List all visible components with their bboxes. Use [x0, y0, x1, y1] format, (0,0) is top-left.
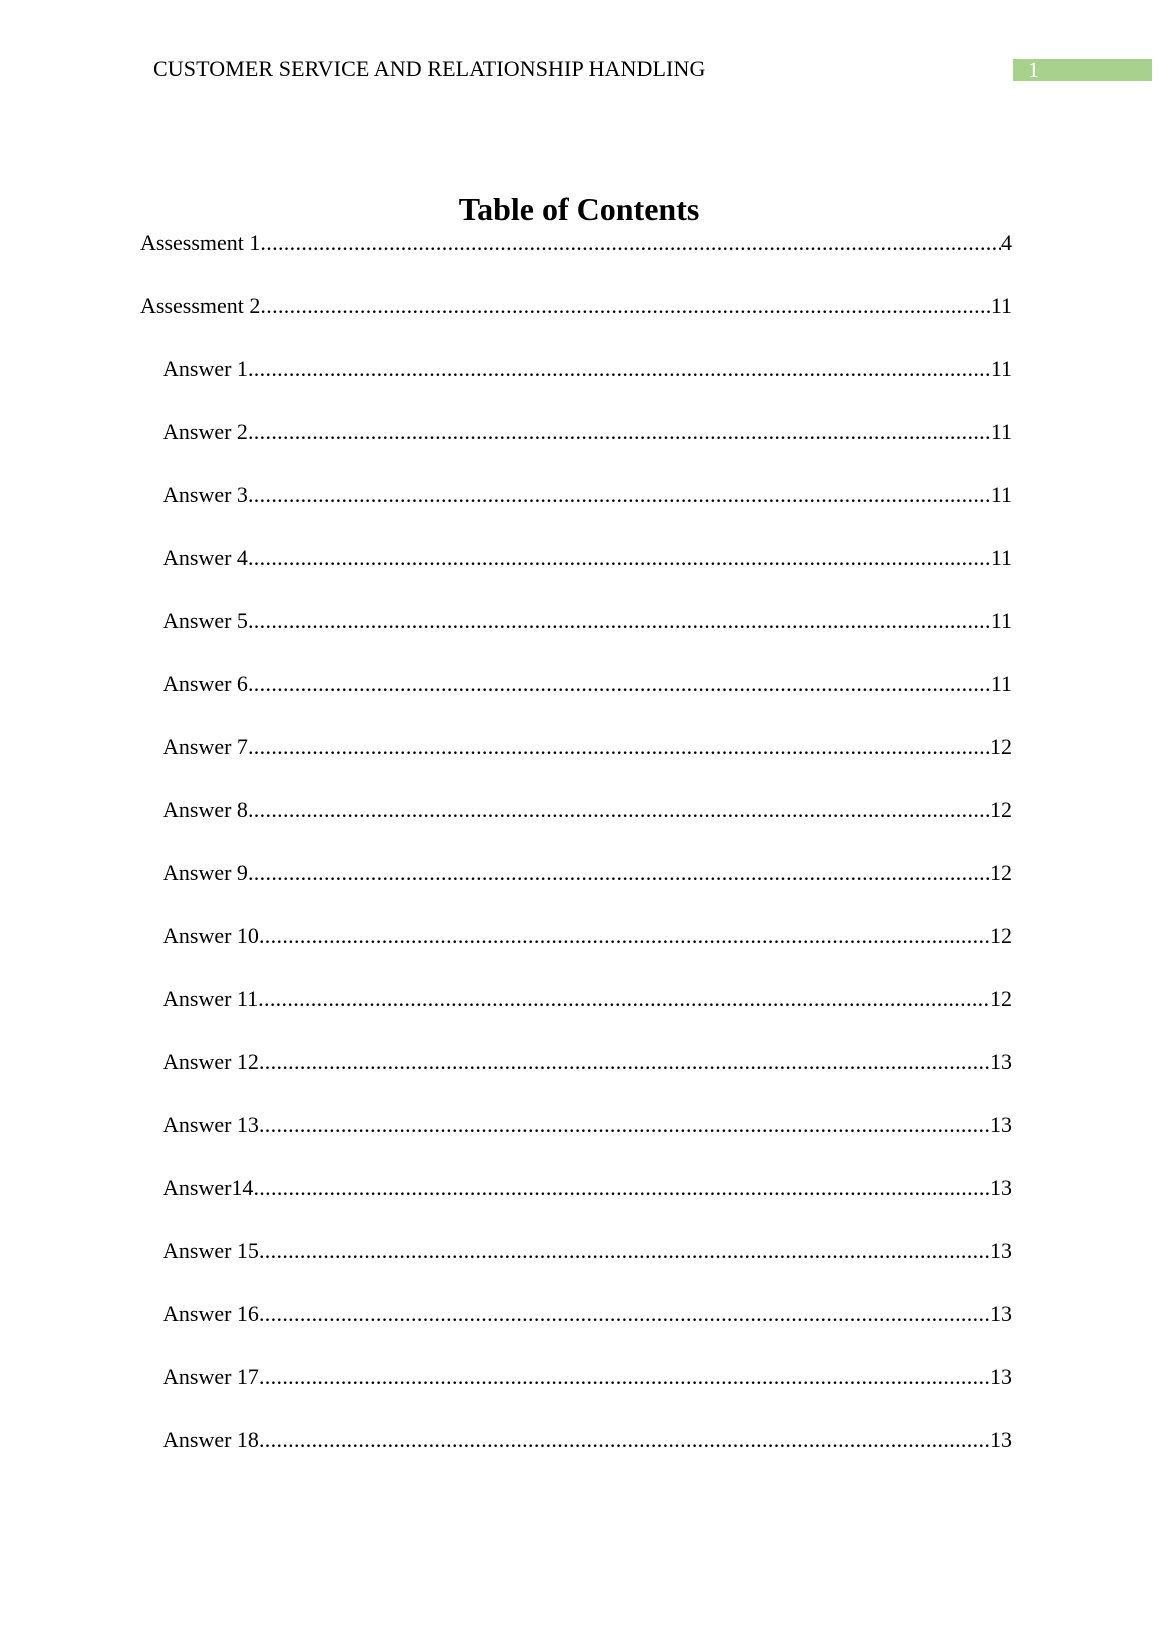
toc-dot-leader: [248, 797, 990, 823]
toc-dot-leader: [260, 230, 1001, 256]
toc-entry-page: 12: [990, 797, 1012, 822]
toc-entry-answer-15[interactable]: [163, 1238, 1012, 1264]
toc-entry-label: Answer 5: [163, 608, 248, 633]
toc-entry-answer-10[interactable]: [163, 923, 1012, 949]
toc-entry-page: 11: [990, 356, 1012, 381]
toc-entry-page: 12: [990, 860, 1012, 885]
toc-entry-assessment-1[interactable]: [140, 230, 1012, 256]
toc-entry-label: Answer 8: [163, 797, 248, 822]
toc-dot-leader: [248, 545, 991, 571]
toc-entry-page: 4: [1001, 230, 1012, 255]
toc-entry-label: Answer14: [163, 1175, 254, 1200]
toc-entry-answer-18[interactable]: [163, 1427, 1012, 1453]
toc-entry-page: 11: [990, 671, 1012, 696]
toc-entry-label: Assessment 1: [140, 230, 261, 255]
toc-entry-label: Answer 1: [163, 356, 248, 381]
toc-entry-answer-13[interactable]: [163, 1112, 1012, 1138]
toc-entry-page: 13: [990, 1427, 1012, 1452]
toc-dot-leader: [259, 923, 990, 949]
toc-entry-label: Answer 2: [163, 419, 248, 444]
toc-entry-page: 11: [990, 545, 1012, 570]
toc-dot-leader: [253, 1175, 990, 1201]
toc-dot-leader: [259, 1364, 990, 1390]
toc-entry-answer-16[interactable]: [163, 1301, 1012, 1327]
toc-dot-leader: [259, 1301, 990, 1327]
toc-entry-page: 11: [990, 293, 1012, 318]
toc-entry-page: 13: [990, 1175, 1012, 1200]
toc-dot-leader: [259, 1112, 990, 1138]
toc-entry-label: Answer 16: [163, 1301, 259, 1326]
toc-entry-page: 11: [990, 482, 1012, 507]
toc-entry-answer-7[interactable]: [163, 734, 1012, 760]
toc-entry-label: Answer 6: [163, 671, 248, 696]
toc-entry-label: Assessment 2: [140, 293, 261, 318]
toc-dot-leader: [248, 734, 990, 760]
toc-entry-page: 13: [990, 1049, 1012, 1074]
toc-dot-leader: [248, 419, 991, 445]
toc-entry-assessment-2[interactable]: [140, 293, 1012, 319]
toc-entry-label: Answer 3: [163, 482, 248, 507]
toc-dot-leader: [248, 860, 990, 886]
toc-title: Table of Contents: [458, 191, 700, 227]
toc-dot-leader: [260, 293, 990, 319]
toc-entry-label: Answer 4: [163, 545, 248, 570]
toc-dot-leader: [248, 671, 991, 697]
toc-entry-label: Answer 7: [163, 734, 248, 759]
toc-entry-answer-5[interactable]: [163, 608, 1012, 634]
toc-entry-answer-17[interactable]: [163, 1364, 1012, 1390]
toc-entry-label: Answer 10: [163, 923, 259, 948]
toc-entry-page: 12: [990, 923, 1012, 948]
toc-dot-leader: [258, 986, 990, 1012]
toc-entry-page: 12: [990, 734, 1012, 759]
toc-entry-answer-2[interactable]: [163, 419, 1012, 445]
toc-entry-answer-4[interactable]: [163, 545, 1012, 571]
toc-dot-leader: [259, 1427, 990, 1453]
toc-entry-label: Answer 15: [163, 1238, 259, 1263]
toc-entry-answer-6[interactable]: [163, 671, 1012, 697]
toc-entry-label: Answer 18: [163, 1427, 259, 1452]
toc-entry-page: 13: [990, 1301, 1012, 1326]
toc-entry-answer-11[interactable]: [163, 986, 1012, 1012]
toc-entry-page: 13: [990, 1364, 1012, 1389]
toc-entry-page: 13: [990, 1112, 1012, 1137]
toc-entry-page: 11: [990, 608, 1012, 633]
toc-entry-answer-14[interactable]: [163, 1175, 1012, 1201]
toc-entry-page: 11: [990, 419, 1012, 444]
page-number: 1: [1028, 57, 1039, 82]
toc-dot-leader: [259, 1238, 990, 1264]
toc-entry-label: Answer 9: [163, 860, 248, 885]
toc-entry-label: Answer 13: [163, 1112, 259, 1137]
toc-dot-leader: [248, 356, 991, 382]
toc-entry-label: Answer 11: [163, 986, 259, 1011]
toc-entry-label: Answer 17: [163, 1364, 259, 1389]
toc-entry-answer-8[interactable]: [163, 797, 1012, 823]
toc-dot-leader: [259, 1049, 990, 1075]
toc-entry-page: 13: [990, 1238, 1012, 1263]
toc-entry-label: Answer 12: [163, 1049, 259, 1074]
toc-entry-answer-12[interactable]: [163, 1049, 1012, 1075]
toc-entry-page: 12: [990, 986, 1012, 1011]
toc-entry-answer-1[interactable]: [163, 356, 1012, 382]
toc-entry-answer-3[interactable]: [163, 482, 1012, 508]
toc-entry-answer-9[interactable]: [163, 860, 1012, 886]
toc-dot-leader: [248, 608, 991, 634]
toc-dot-leader: [248, 482, 991, 508]
running-header-title: CUSTOMER SERVICE AND RELATIONSHIP HANDLING: [153, 56, 706, 81]
